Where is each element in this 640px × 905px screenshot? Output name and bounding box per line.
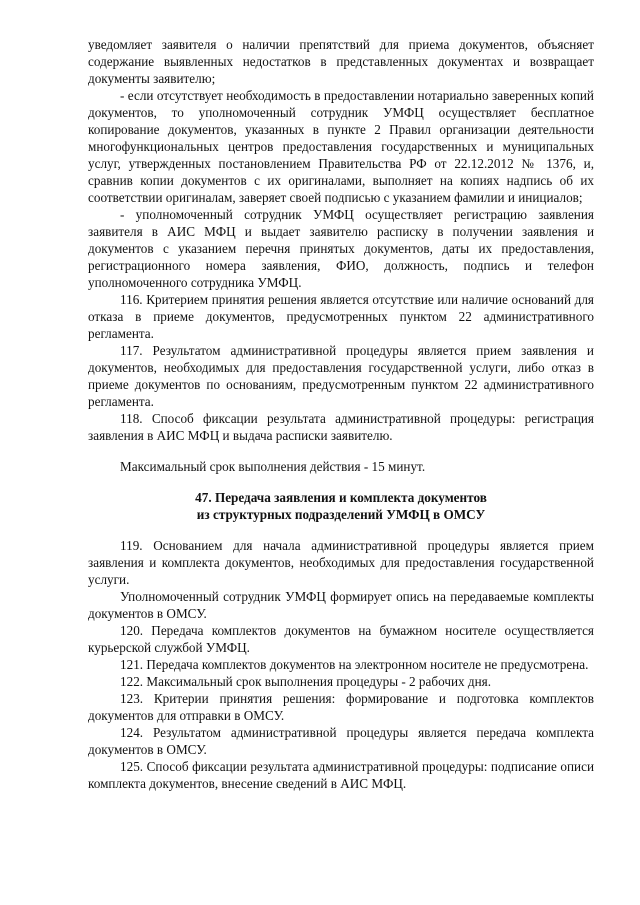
section-heading-line-1: 47. Передача заявления и комплекта документов — [195, 490, 487, 505]
section-heading-line-2: из структурных подразделений УМФЦ в ОМСУ — [196, 507, 486, 522]
paragraph-124: 124. Результатом административной процедуры является передача комплекта документов в ОМСУ. — [88, 725, 594, 757]
paragraph-registration: - уполномоченный сотрудник УМФЦ осуществляет регистрацию заявления заявителя в АИС МФЦ и выдает заявителю расписку в получении заявления и документов с указанием перечня принятых документов, даты их предоставления, регистрационного номера заявления, ФИО, должность, подпись и телефон уполномоченного сотрудника УМФЦ. — [88, 207, 594, 290]
paragraph-123: 123. Критерии принятия решения: формирование и подготовка комплектов документов для отправки в ОМСУ. — [88, 691, 594, 723]
paragraph-117: 117. Результатом административной процедуры является прием заявления и документов, необходимых для предоставления государственной услуги, либо отказ в приеме документов по основаниям, предусмотренным пунктом 22 административного регламента. — [88, 343, 594, 409]
paragraph-copying: - если отсутствует необходимость в предоставлении нотариально заверенных копий документов, то уполномоченный сотрудник УМФЦ осуществляет бесплатное копирование документов, указанных в пункте 2 Правил организации деятельности многофункциональных центров предоставления государственных и муниципальных услуг, утвержденных постановлением Правительства РФ от 22.12.2012 № 1376, и, сравнив копии документов с их оригиналами, выполняет на копиях надпись об их соответствии оригиналам, заверяет своей подписью с указанием фамилии и инициалов; — [88, 88, 594, 205]
spacer — [88, 475, 594, 489]
max-time-note: Максимальный срок выполнения действия - 15 минут. — [120, 459, 426, 474]
spacer — [88, 523, 594, 537]
paragraph-continuation: уведомляет заявителя о наличии препятствий для приема документов, объясняет содержание выявленных недостатков в представленных документах и возвращает документы заявителю; — [88, 37, 594, 86]
paragraph-116: 116. Критерием принятия решения является отсутствие или наличие оснований для отказа в приеме документов, предусмотренных пунктом 22 административного регламента. — [88, 292, 594, 341]
paragraph-120: 120. Передача комплектов документов на бумажном носителе осуществляется курьерской службой УМФЦ. — [88, 623, 594, 655]
spacer — [88, 444, 594, 458]
paragraph-118: 118. Способ фиксации результата административной процедуры: регистрация заявления в АИС МФЦ и выдача расписки заявителю. — [88, 411, 594, 443]
paragraph-inventory: Уполномоченный сотрудник УМФЦ формирует опись на передаваемые комплекты документов в ОМСУ. — [88, 589, 594, 621]
paragraph-119: 119. Основанием для начала административной процедуры является прием заявления и комплекта документов, необходимых для предоставления государственной услуги. — [88, 538, 594, 587]
paragraph-125: 125. Способ фиксации результата административной процедуры: подписание описи комплекта документов, внесение сведений в АИС МФЦ. — [88, 759, 594, 791]
paragraph-121: 121. Передача комплектов документов на электронном носителе не предусмотрена. — [120, 657, 589, 672]
document-page — [88, 36, 594, 792]
paragraph-122: 122. Максимальный срок выполнения процедуры - 2 рабочих дня. — [120, 674, 492, 689]
